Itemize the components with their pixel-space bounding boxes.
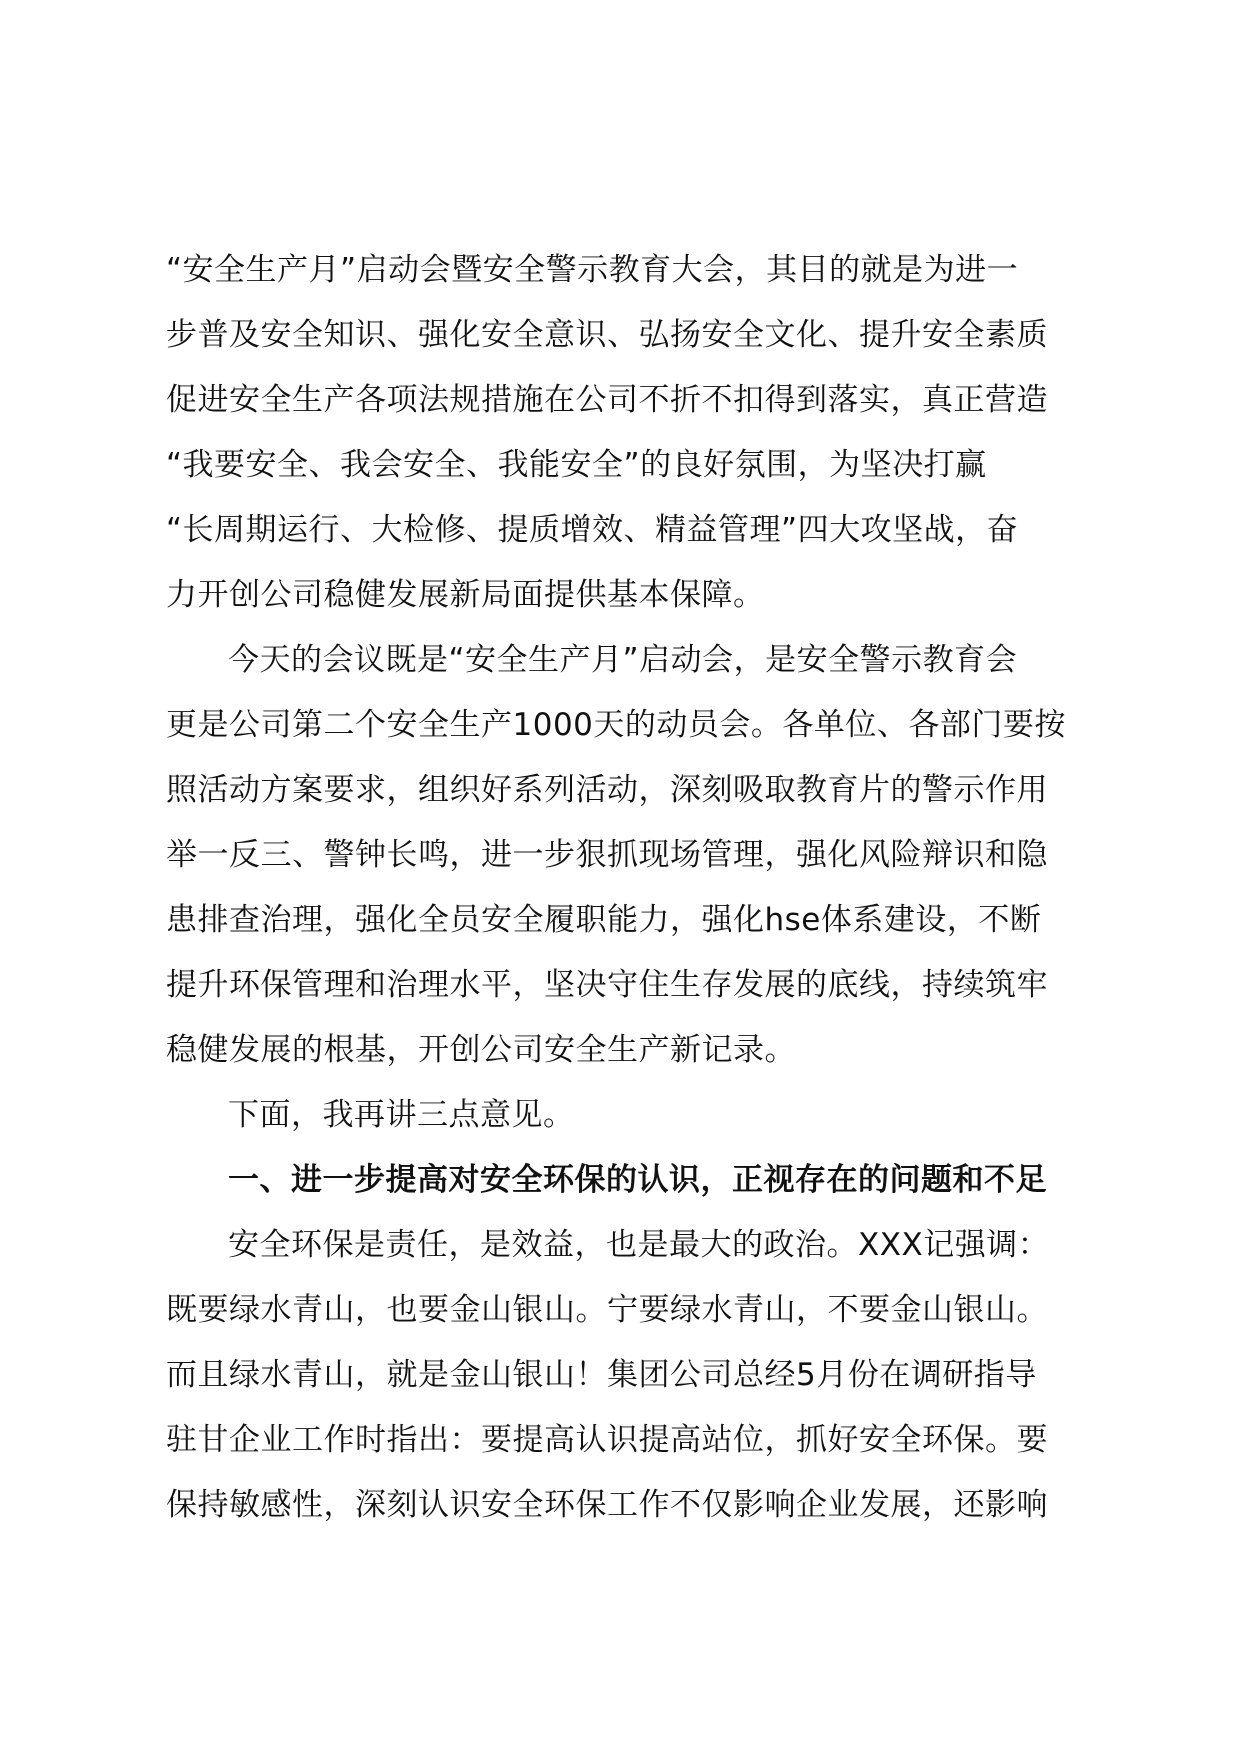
text-line: 稳健发展的根基，开创公司安全生产新记录。: [166, 1032, 796, 1068]
text-line: 举一反三、警钟长鸣，进一步狠抓现场管理，强化风险辩识和隐: [166, 837, 1048, 873]
body-text: [166, 238, 1126, 1538]
text-line: 保持敏感性，深刻认识安全环保工作不仅影响企业发展，还影响: [166, 1487, 1048, 1523]
text-line: 患排查治理，强化全员安全履职能力，强化hse体系建设，不断: [166, 902, 1042, 938]
text-line: 今天的会议既是“安全生产月”启动会，是安全警示教育会: [228, 642, 1018, 678]
text-line: “安全生产月”启动会暨安全警示教育大会，其目的就是为进一: [166, 252, 1019, 288]
text-line: “长周期运行、大检修、提质增效、精益管理”四大攻坚战，奋: [166, 512, 1019, 548]
text-line: 力开创公司稳健发展新局面提供基本保障。: [166, 577, 765, 613]
text-line: 下面，我再讲三点意见。: [228, 1097, 575, 1133]
text-line: “我要安全、我会安全、我能安全”的良好氛围，为坚决打赢: [166, 447, 987, 483]
text-line: 而且绿水青山，就是金山银山！集团公司总经5月份在调研指导: [166, 1357, 1037, 1393]
text-line: 促进安全生产各项法规措施在公司不折不扣得到落实，真正营造: [166, 382, 1048, 418]
text-line: 更是公司第二个安全生产1000天的动员会。各单位、各部门要按: [166, 707, 1066, 743]
section-heading: 一、进一步提高对安全环保的认识，正视存在的问题和不足: [228, 1162, 1047, 1198]
text-line: 步普及安全知识、强化安全意识、弘扬安全文化、提升安全素质: [166, 317, 1048, 353]
text-line: 提升环保管理和治理水平，坚决守住生存发展的底线，持续筑牢: [166, 967, 1048, 1003]
text-line: 照活动方案要求，组织好系列活动，深刻吸取教育片的警示作用: [166, 772, 1048, 808]
text-line: 安全环保是责任，是效益，也是最大的政治。XXX记强调：: [228, 1227, 1050, 1263]
text-line: 既要绿水青山，也要金山银山。宁要绿水青山，不要金山银山。: [166, 1292, 1048, 1328]
text-line: 驻甘企业工作时指出：要提高认识提高站位，抓好安全环保。要: [166, 1422, 1048, 1458]
